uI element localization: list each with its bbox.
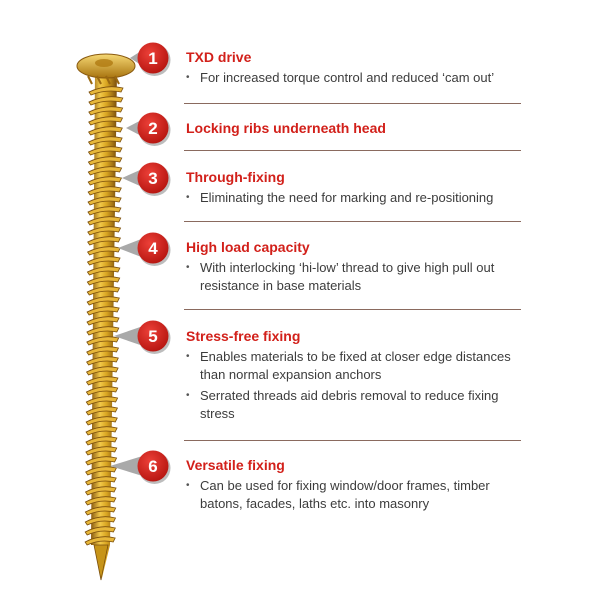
feature-bullet: • Serrated threads aid debris removal to reduce fixing stress bbox=[186, 387, 526, 423]
feature-1 bbox=[186, 48, 526, 87]
feature-bullet: • With interlocking ‘hi-low’ thread to give high pull out resistance in base materials bbox=[186, 259, 526, 295]
feature-4 bbox=[186, 238, 526, 295]
feature-2 bbox=[186, 119, 526, 137]
feature-title: Stress-free fixing bbox=[186, 328, 301, 344]
badge-number: 6 bbox=[148, 457, 158, 476]
screw-tip bbox=[94, 545, 108, 580]
feature-title: Versatile fixing bbox=[186, 457, 285, 473]
section-divider bbox=[184, 221, 521, 222]
locking-rib bbox=[88, 76, 92, 84]
torx-drive-recess bbox=[95, 59, 113, 67]
badge-number: 1 bbox=[148, 49, 158, 68]
feature-title: Through-fixing bbox=[186, 169, 285, 185]
section-divider bbox=[184, 309, 521, 310]
feature-6 bbox=[186, 456, 526, 513]
section-divider bbox=[184, 103, 521, 104]
feature-3 bbox=[186, 168, 526, 207]
badge-number: 2 bbox=[148, 119, 158, 138]
badge-group bbox=[138, 43, 171, 485]
badge-number: 3 bbox=[148, 169, 158, 188]
section-divider bbox=[184, 150, 521, 151]
feature-5 bbox=[186, 327, 526, 423]
feature-title: Locking ribs underneath head bbox=[186, 120, 386, 136]
feature-bullet: • Eliminating the need for marking and re-positioning bbox=[186, 189, 526, 207]
feature-bullet: • Enables materials to be fixed at closer edge distances than normal expansion anchors bbox=[186, 348, 526, 384]
badge-number: 5 bbox=[148, 327, 158, 346]
screw bbox=[77, 54, 135, 580]
feature-bullet: • Can be used for fixing window/door frames, timber batons, facades, laths etc. into masonry bbox=[186, 477, 526, 513]
badge-number: 4 bbox=[148, 239, 158, 258]
feature-title: TXD drive bbox=[186, 49, 252, 65]
section-divider bbox=[184, 440, 521, 441]
feature-bullet: • For increased torque control and reduced ‘cam out’ bbox=[186, 69, 526, 87]
feature-title: High load capacity bbox=[186, 239, 310, 255]
